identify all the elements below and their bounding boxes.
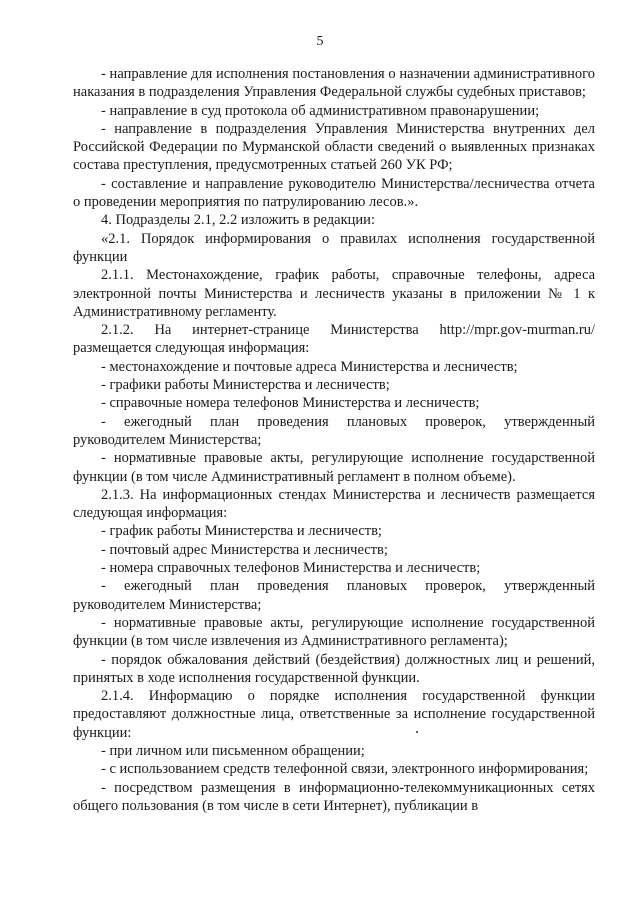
section-heading: «2.1. Порядок информирования о правилах исполнения государственной функции [73, 230, 595, 265]
list-item: - с использованием средств телефонной связи, электронного информирования; [101, 761, 589, 778]
list-item: - местонахождение и почтовые адреса Министерства и лесничеств; [101, 358, 518, 375]
scan-speck [416, 731, 418, 733]
list-item: - графики работы Министерства и лесничеств; [101, 377, 390, 394]
list-item: - нормативные правовые акты, регулирующие исполнение государственной функции (в том числе Административный регламент в полном объеме). [73, 450, 595, 485]
list-item: - ежегодный план проведения плановых проверок, утвержденный руководителем Министерства; [73, 578, 595, 613]
list-item: - номера справочных телефонов Министерства и лесничеств; [101, 560, 481, 577]
list-item: - почтовый адрес Министерства и лесничеств; [101, 541, 388, 558]
paragraph: - направление в суд протокола об административном правонарушении; [101, 102, 540, 119]
paragraph: - составление и направление руководителю Министерства/лесничества отчета о проведении мероприятия по патрулированию лесов.». [73, 175, 595, 211]
paragraph: 2.1.4. Информацию о порядке исполнения государственной функции предоставляют должностные лица, ответственные за исполнение государственной функции: [73, 688, 595, 741]
list-item: - график работы Министерства и лесничеств; [101, 523, 382, 540]
list-item: - порядок обжалования действий (бездействия) должностных лиц и решений, принятых в ходе исполнения государственной функции. [73, 651, 595, 686]
list-item: - ежегодный план проведения плановых проверок, утвержденный руководителем Министерства; [73, 413, 595, 448]
document-body [73, 65, 595, 815]
paragraph: 2.1.1. Местонахождение, график работы, справочные телефоны, адреса электронной почты Министерства и лесничеств указаны в приложении № 1 к Административному регламенту. [73, 267, 595, 320]
page-number: 5 [316, 34, 324, 49]
list-item: - справочные номера телефонов Министерства и лесничеств; [101, 395, 480, 412]
paragraph: - направление в подразделения Управления Министерства внутренних дел Российской Федерации по Мурманской области сведений о выявленных признаках состава преступления, предусмотренных статьей 260 УК РФ; [73, 120, 595, 174]
paragraph: 2.1.2. На интернет-странице Министерства http://mpr.gov-murman.ru/ размещается следующая информация: [73, 322, 595, 357]
list-item: - нормативные правовые акты, регулирующие исполнение государственной функции (в том числе извлечения из Административного регламента); [73, 614, 595, 650]
paragraph: 2.1.3. На информационных стендах Министерства и лесничеств размещается следующая информация: [73, 486, 595, 522]
list-item: - при личном или письменном обращении; [101, 742, 365, 759]
paragraph: 4. Подразделы 2.1, 2.2 изложить в редакции: [101, 212, 375, 229]
list-item: - посредством размещения в информационно-телекоммуникационных сетях общего пользования (в том числе в сети Интернет), публикации в [73, 779, 595, 814]
paragraph: - направление для исполнения постановления о назначении административного наказания в подразделения Управления Федеральной службы судебных приставов; [73, 66, 595, 101]
